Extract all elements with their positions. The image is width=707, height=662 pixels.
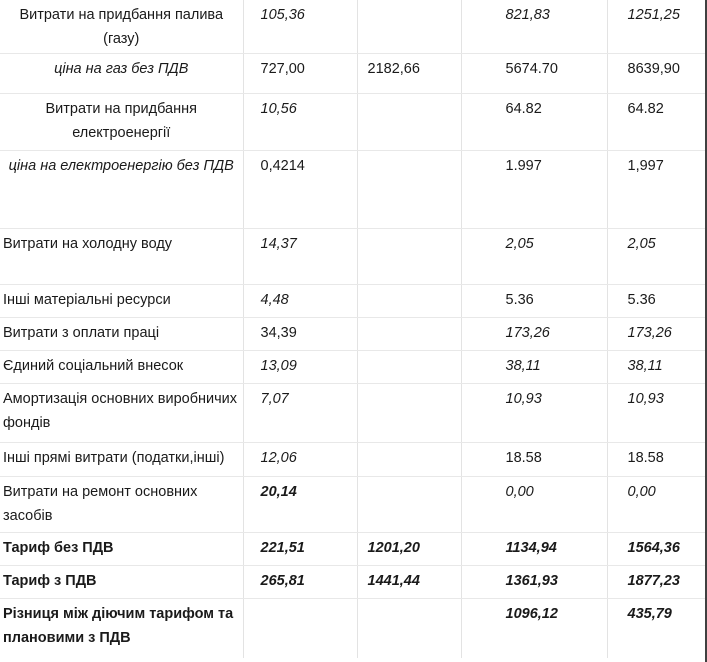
cell-value: 38,11 <box>461 350 607 383</box>
row-label: Тариф без ПДВ <box>0 532 243 565</box>
table-row <box>0 284 707 317</box>
cell-value: 2182,66 <box>357 53 461 93</box>
cell-value: 2,05 <box>461 228 607 284</box>
cell-value: 0,4214 <box>243 150 357 228</box>
cell-value: 173,26 <box>461 317 607 350</box>
table-row <box>0 383 707 442</box>
cell-value: 38,11 <box>607 350 707 383</box>
table-row <box>0 53 707 93</box>
row-label: Різниця між діючим тарифом та плановими з ПДВ <box>3 605 234 646</box>
row-label: Витрати на ремонт основних засобів <box>0 476 243 532</box>
row-label: Витрати на придбання електроенергії <box>0 93 243 150</box>
table-row <box>0 150 707 228</box>
row-label: Тариф з ПДВ <box>0 565 243 598</box>
table-row <box>0 228 707 284</box>
cell-value: 10,93 <box>461 383 607 442</box>
cell-value: 1877,23 <box>607 565 707 598</box>
cell-value <box>357 476 461 532</box>
cell-value <box>357 228 461 284</box>
cell-value: 0,00 <box>461 476 607 532</box>
table-row <box>0 93 707 150</box>
cell-value: 2,05 <box>607 228 707 284</box>
row-label: Витрати на придбання палива (газу) <box>0 0 243 53</box>
cell-value: 1251,25 <box>607 0 707 53</box>
cell-value: 34,39 <box>243 317 357 350</box>
cell-value: 10,56 <box>243 93 357 150</box>
cell-value: 14,37 <box>243 228 357 284</box>
cell-value: 64.82 <box>461 93 607 150</box>
cell-value: 20,14 <box>243 476 357 532</box>
cell-value: 435,79 <box>607 598 707 658</box>
table-row <box>0 598 707 658</box>
row-label: Інші матеріальні ресурси <box>0 284 243 317</box>
table-row <box>0 565 707 598</box>
cell-value: 18.58 <box>461 442 607 476</box>
cell-value: 1201,20 <box>357 532 461 565</box>
cell-value <box>357 0 461 53</box>
table-row <box>0 350 707 383</box>
cell-value <box>357 93 461 150</box>
row-label: Інші прямі витрати (податки,інші) <box>0 442 243 476</box>
cell-value <box>357 350 461 383</box>
cell-value <box>357 598 461 658</box>
cell-value: 265,81 <box>243 565 357 598</box>
cell-value: 18.58 <box>607 442 707 476</box>
cell-value: 1.997 <box>461 150 607 228</box>
row-label: ціна на електроенергію без ПДВ <box>0 150 243 228</box>
table-row <box>0 0 707 53</box>
cell-value: 64.82 <box>607 93 707 150</box>
cell-value: 10,93 <box>607 383 707 442</box>
cell-value: 13,09 <box>243 350 357 383</box>
row-label: Єдиний соціальний внесок <box>0 350 243 383</box>
cell-value: 221,51 <box>243 532 357 565</box>
cell-value <box>357 150 461 228</box>
cell-value: 1,997 <box>607 150 707 228</box>
cell-value: 821,83 <box>461 0 607 53</box>
cell-value <box>243 598 357 658</box>
cell-value: 8639,90 <box>607 53 707 93</box>
cell-value: 5.36 <box>461 284 607 317</box>
cell-value: 1096,12 <box>461 598 607 658</box>
cell-value <box>357 317 461 350</box>
row-label: Амортизація основних виробничих фондів <box>0 383 243 442</box>
cell-value <box>357 383 461 442</box>
cell-value: 5.36 <box>607 284 707 317</box>
cell-value: 12,06 <box>243 442 357 476</box>
cell-value <box>357 284 461 317</box>
row-label: Витрати з оплати праці <box>0 317 243 350</box>
table-row <box>0 317 707 350</box>
table-row <box>0 476 707 532</box>
cell-value: 1134,94 <box>461 532 607 565</box>
row-label: ціна на газ без ПДВ <box>0 53 243 93</box>
cell-value <box>357 442 461 476</box>
table-row <box>0 442 707 476</box>
cell-value: 4,48 <box>243 284 357 317</box>
row-label: Витрати на холодну воду <box>0 228 243 284</box>
cell-value: 1441,44 <box>357 565 461 598</box>
table-row <box>0 532 707 565</box>
cell-value: 1564,36 <box>607 532 707 565</box>
cell-value: 727,00 <box>243 53 357 93</box>
cell-value: 5674.70 <box>461 53 607 93</box>
cell-value: 105,36 <box>243 0 357 53</box>
cell-value: 0,00 <box>607 476 707 532</box>
cell-value: 173,26 <box>607 317 707 350</box>
cell-value: 1361,93 <box>461 565 607 598</box>
cell-value: 7,07 <box>243 383 357 442</box>
